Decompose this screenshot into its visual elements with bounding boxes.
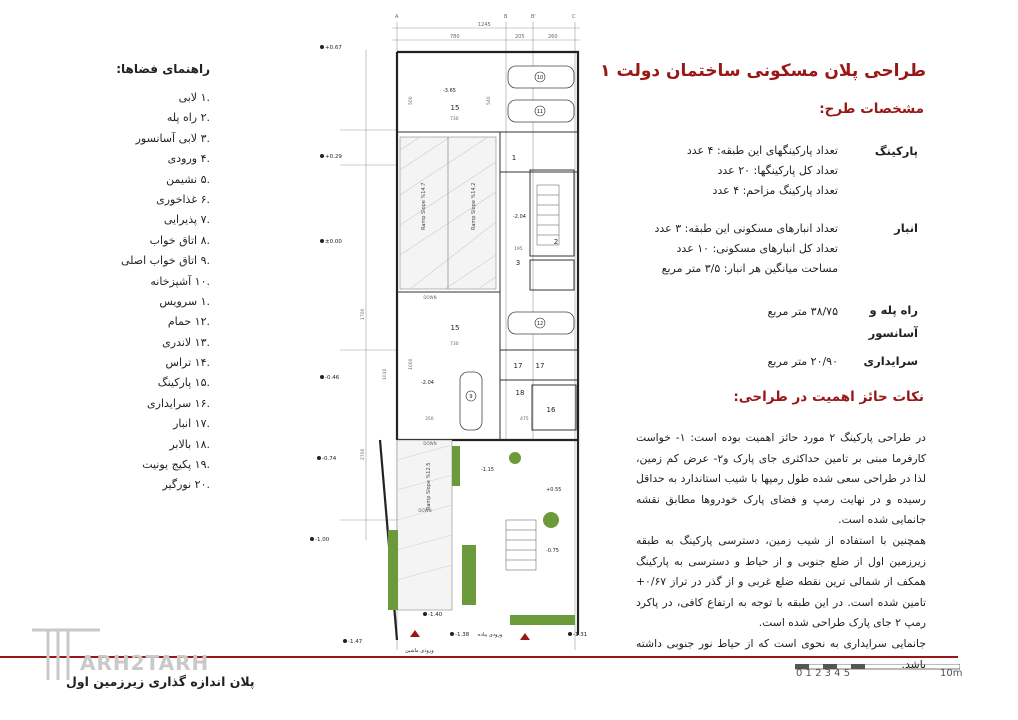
notes-title: نکات حائز اهمیت در طراحی:	[733, 389, 924, 405]
space-legend	[100, 62, 210, 496]
ramp-label-3: Ramp Slope %12.5	[426, 462, 432, 510]
level-0.29: +0.29	[325, 154, 342, 160]
ramp-hatch	[400, 137, 496, 289]
level-inner-5: +0.55	[546, 487, 562, 493]
legend-item: .۱۶ سرایداری	[147, 396, 210, 410]
legend-item: .۴ ورودی	[167, 152, 210, 166]
legend-item: .۱۴ تراس	[165, 356, 210, 370]
dim-350: 350	[425, 417, 434, 422]
level-inner-2: -2.04	[513, 214, 526, 220]
dim-730b: 730	[450, 342, 459, 347]
level-n1.47: -1.47	[348, 639, 363, 645]
level-0.00: ±0.00	[325, 239, 342, 245]
level-inner-4: -1.15	[481, 467, 494, 473]
parking-values	[687, 141, 838, 201]
storage-line-3: مساحت میانگین هر انبار: ۳/۵ متر مربع	[661, 262, 838, 275]
notes-paragraph-1: در طراحی پارکینگ ۲ مورد حائز اهمیت بوده است: ۱- خواست کارفرما مبنی بر تامین حداکثری جای پارک و۲- عرض کم زمین، لذا در طراحی سعی شده طول رمپها با شیب استاندارد به حداقل رسیده و در نهایت رمپ و فضای پارک خودروها مطابق نقشه جانمایی شده است.	[636, 431, 926, 527]
parking-line-3: تعداد پارکینگ مزاحم: ۴ عدد	[712, 184, 838, 197]
specs-title: مشخصات طرح:	[819, 101, 924, 117]
dim-1010: 1010	[383, 368, 388, 380]
watermark-text: ARH2TARH	[80, 651, 210, 675]
grid-label-b2: B'	[531, 14, 536, 20]
level-inner-3: -2.04	[421, 380, 434, 386]
room-15-top: 15	[450, 104, 460, 112]
ramp-label-1: Ramp Slope %14.7	[421, 182, 427, 230]
level-n1.00: -1.00	[315, 537, 330, 543]
dim-b-b2: 205	[515, 34, 525, 40]
grid-label-c: C	[572, 14, 576, 20]
stairs-label-line1: راه پله و	[869, 303, 918, 317]
room-17a: 17	[513, 362, 523, 370]
legend-item: .۱۰ آشپزخانه	[150, 274, 210, 288]
down-label-2: DOWN	[423, 441, 437, 446]
legend-item: .۳ لابی آسانسور	[135, 131, 210, 145]
parking-badge-9: 9	[469, 394, 473, 400]
level-n1.38: -1.38	[455, 632, 470, 638]
legend-item: .۲ راه پله	[166, 111, 210, 125]
room-15-mid: 15	[450, 324, 460, 332]
parking-badge-12: 12	[536, 321, 544, 327]
caretaker-value: ۲۰/۹۰ متر مربع	[767, 355, 838, 368]
down-label-3: DOWN	[418, 508, 432, 513]
stairs-label	[858, 299, 918, 345]
notes-paragraph-2: همچنین با استفاده از شیب زمین، دسترسی پارکینگ به طبقه زیرزمین اول از ضلع جنوبی و از حیاط و دسترسی به پارکینگ همکف از شمالی ترین نقطه ضلع غربی و از گذر در تراز ۰/۶۷+ تامین شده است. در این طبقه با توجه به ارتفاع کافی، در پاکرد رمپ ۲ جای پارک طراحی شده است.	[636, 533, 926, 630]
storage-line-2: تعداد کل انبارهای مسکونی: ۱۰ عدد	[676, 242, 838, 255]
level-n1.31: -1.31	[573, 632, 588, 638]
dim-1700: 1700	[361, 308, 366, 320]
grid-label-b: B	[504, 14, 508, 20]
legend-item: .۶ غذاخوری	[156, 192, 210, 206]
room-17b: 17	[535, 362, 545, 370]
legend-item: .۹ اتاق خواب اصلی	[120, 254, 210, 268]
level-inner-1: -3.65	[443, 88, 456, 94]
grid-label-a: A	[395, 14, 399, 20]
level-0.67: +0.67	[325, 45, 342, 51]
parking-line-1: تعداد پارکینگهای این طبقه: ۴ عدد	[686, 144, 838, 157]
parking-line-2: تعداد کل پارکینگها: ۲۰ عدد	[717, 164, 838, 177]
dim-540: 540	[487, 96, 492, 105]
legend-item: .۱۳ لاندری	[162, 335, 210, 349]
parking-badge-10: 10	[536, 75, 544, 81]
level-n0.46: -0.46	[325, 375, 340, 381]
room-2: 2	[553, 238, 559, 246]
legend-item: .۱۸ بالابر	[169, 437, 210, 451]
storage-values	[654, 219, 838, 279]
caretaker-label: سرایداری	[863, 354, 918, 368]
room-1: 1	[511, 154, 517, 162]
stairs-label-line2: آسانسور	[868, 326, 918, 340]
room-18: 18	[515, 389, 525, 397]
legend-item: .۱ سرویس	[159, 294, 210, 308]
page-title: طراحی پلان مسکونی ساختمان دولت ۱	[600, 61, 926, 81]
legend-list	[100, 88, 210, 496]
room-3: 3	[515, 259, 521, 267]
stairs-value: ۳۸/۷۵ متر مربع	[767, 305, 838, 318]
ramp-label-2: Ramp Slope %14.2	[471, 182, 477, 230]
down-label-1: DOWN	[423, 295, 437, 300]
dim-b2-c: 260	[548, 34, 558, 40]
legend-item: .۸ اتاق خواب	[149, 233, 210, 247]
stair-block	[537, 185, 559, 245]
dim-195: 195	[514, 247, 523, 252]
legend-item: .۱ لابی	[178, 91, 210, 104]
level-n0.74: -0.74	[322, 456, 337, 462]
design-notes	[636, 428, 926, 675]
scale-end-label: 10m	[940, 668, 963, 679]
dim-500: 500	[409, 96, 414, 105]
room-16: 16	[546, 406, 556, 414]
yard-stair	[506, 520, 536, 570]
drawing-title: پلان اندازه گذاری زیرزمین اول	[66, 674, 255, 689]
level-inner-6: -0.75	[546, 548, 559, 554]
dim-total: 1245	[478, 22, 491, 28]
lower-ramp	[397, 440, 452, 610]
legend-item: .۱۹ پکیج یونیت	[142, 458, 210, 472]
legend-title: راهنمای فضاها:	[116, 62, 210, 76]
floor-plan-drawing	[300, 8, 600, 668]
dim-2700: 2700	[361, 448, 366, 460]
notes-paragraph-3: جانمایی سرایداری به نحوی است که از حیاط نور جنوبی داشته باشد.	[636, 636, 926, 671]
parking-label: پارکینگ	[874, 144, 918, 158]
dim-a-b: 780	[450, 34, 460, 40]
legend-item: .۵ نشیمن	[166, 172, 210, 186]
storage-line-1: تعداد انبارهای مسکونی این طبقه: ۳ عدد	[654, 222, 838, 235]
dim-475: 475	[520, 417, 529, 422]
level-n1.40: -1.40	[428, 612, 443, 618]
legend-item: .۱۵ پارکینگ	[157, 376, 210, 390]
legend-item: .۲۰ نورگیر	[162, 478, 210, 492]
legend-item: .۱۲ حمام	[167, 315, 210, 329]
scale-numbers: 0 1 2 3 4 5	[796, 668, 851, 679]
pedestrian-entry-label: ورودی پیاده	[478, 632, 503, 638]
legend-item: .۱۷ انبار	[173, 417, 210, 431]
parking-badge-11: 11	[536, 109, 544, 115]
storage-label: انبار	[894, 221, 918, 235]
legend-item: .۷ پذیرایی	[163, 213, 210, 227]
dim-730a: 730	[450, 117, 459, 122]
car-entry-label: ورودی ماشین	[405, 648, 434, 654]
dim-1000: 1000	[409, 358, 414, 370]
